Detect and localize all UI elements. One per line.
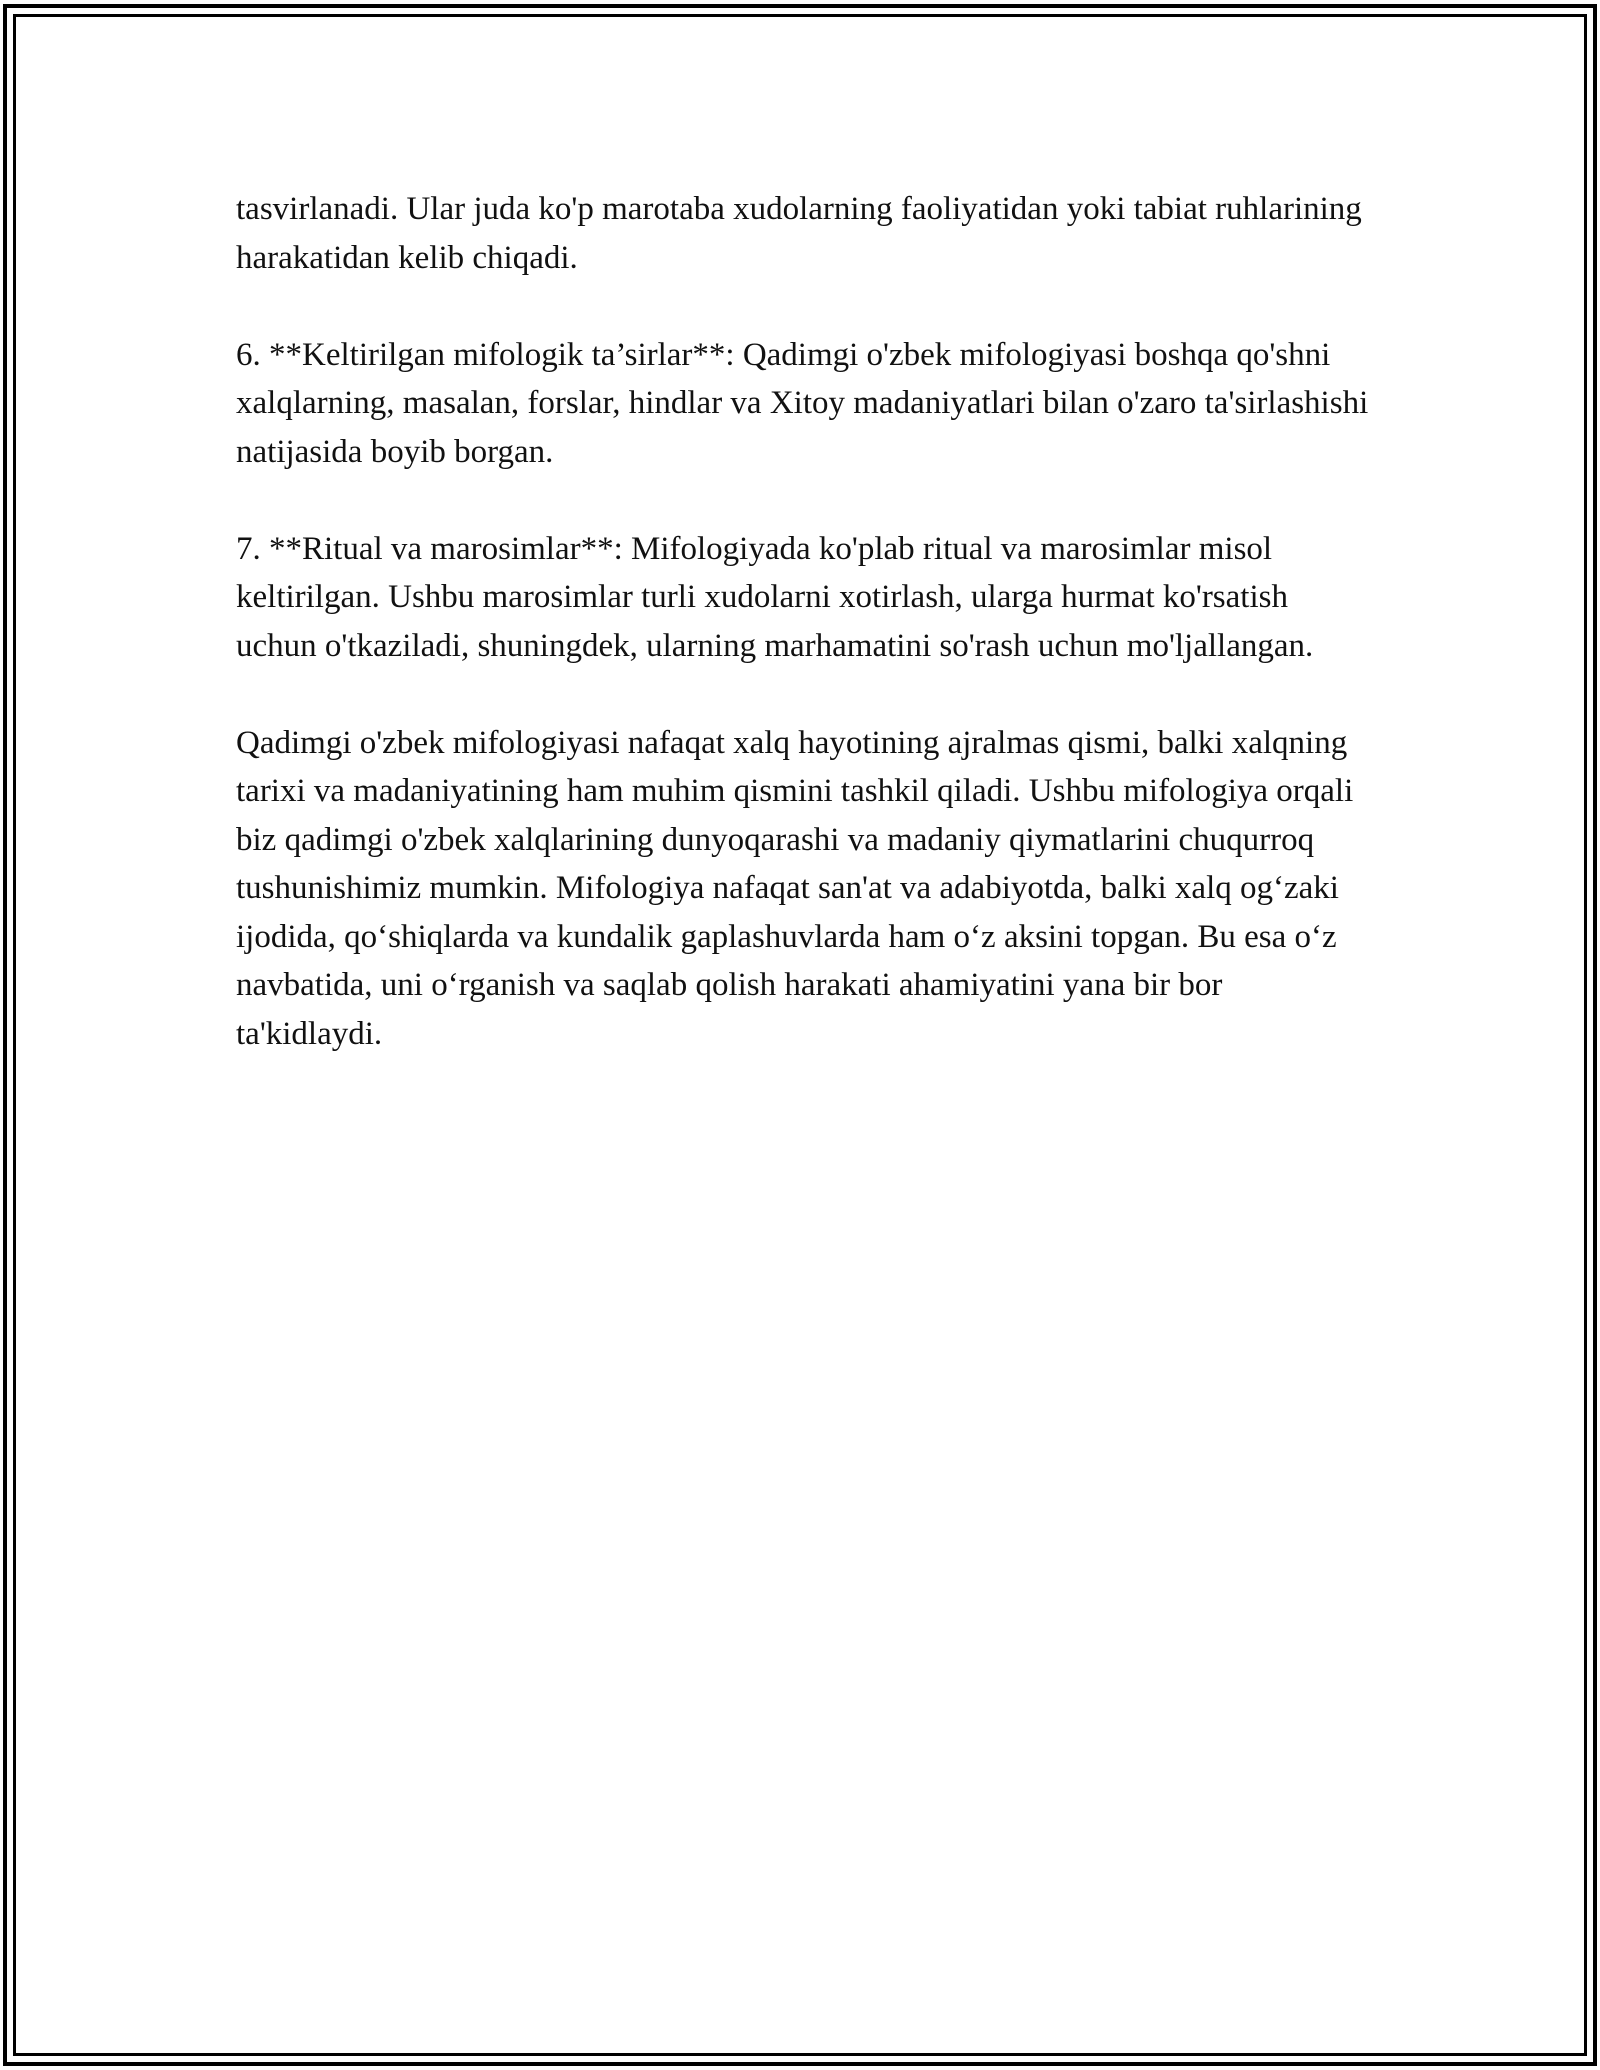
paragraph-item-7: 7. **Ritual va marosimlar**: Mifologiyada ko'plab ritual va marosimlar misol keltirilgan. Ushbu marosimlar turli xudolarni xotirlash, ularga hurmat ko'rsatish uchun o'tkaziladi, shuningdek, ularning marhamatini so'rash uchun mo'ljallangan.	[236, 530, 1314, 664]
paragraph-continuation: tasvirlanadi. Ular juda ko'p marotaba xudolarning faoliyatidan yoki tabiat ruhlarining harakatidan kelib chiqadi.	[236, 191, 1362, 276]
paragraph-item-6: 6. **Keltirilgan mifologik ta’sirlar**: Qadimgi o'zbek mifologiyasi boshqa qo'shni xalqlarning, masalan, forslar, hindlar va Xitoy madaniyatlari bilan o'zaro ta'sirlashishi natijasida boyib borgan.	[236, 336, 1369, 470]
document-body	[236, 185, 1376, 1107]
paragraph-conclusion: Qadimgi o'zbek mifologiyasi nafaqat xalq hayotining ajralmas qismi, balki xalqning tarixi va madaniyatining ham muhim qismini tashkil qiladi. Ushbu mifologiya orqali biz qadimgi o'zbek xalqlarining dunyoqarashi va madaniy qiymatlarini chuqurroq tushunishimiz mumkin. Mifologiya nafaqat san'at va adabiyotda, balki xalq og‘zaki ijodida, qo‘shiqlarda va kundalik gaplashuvlarda ham o‘z aksini topgan. Bu esa o‘z navbatida, uni o‘rganish va saqlab qolish harakati ahamiyatini yana bir bor ta'kidlaydi.	[236, 724, 1354, 1052]
